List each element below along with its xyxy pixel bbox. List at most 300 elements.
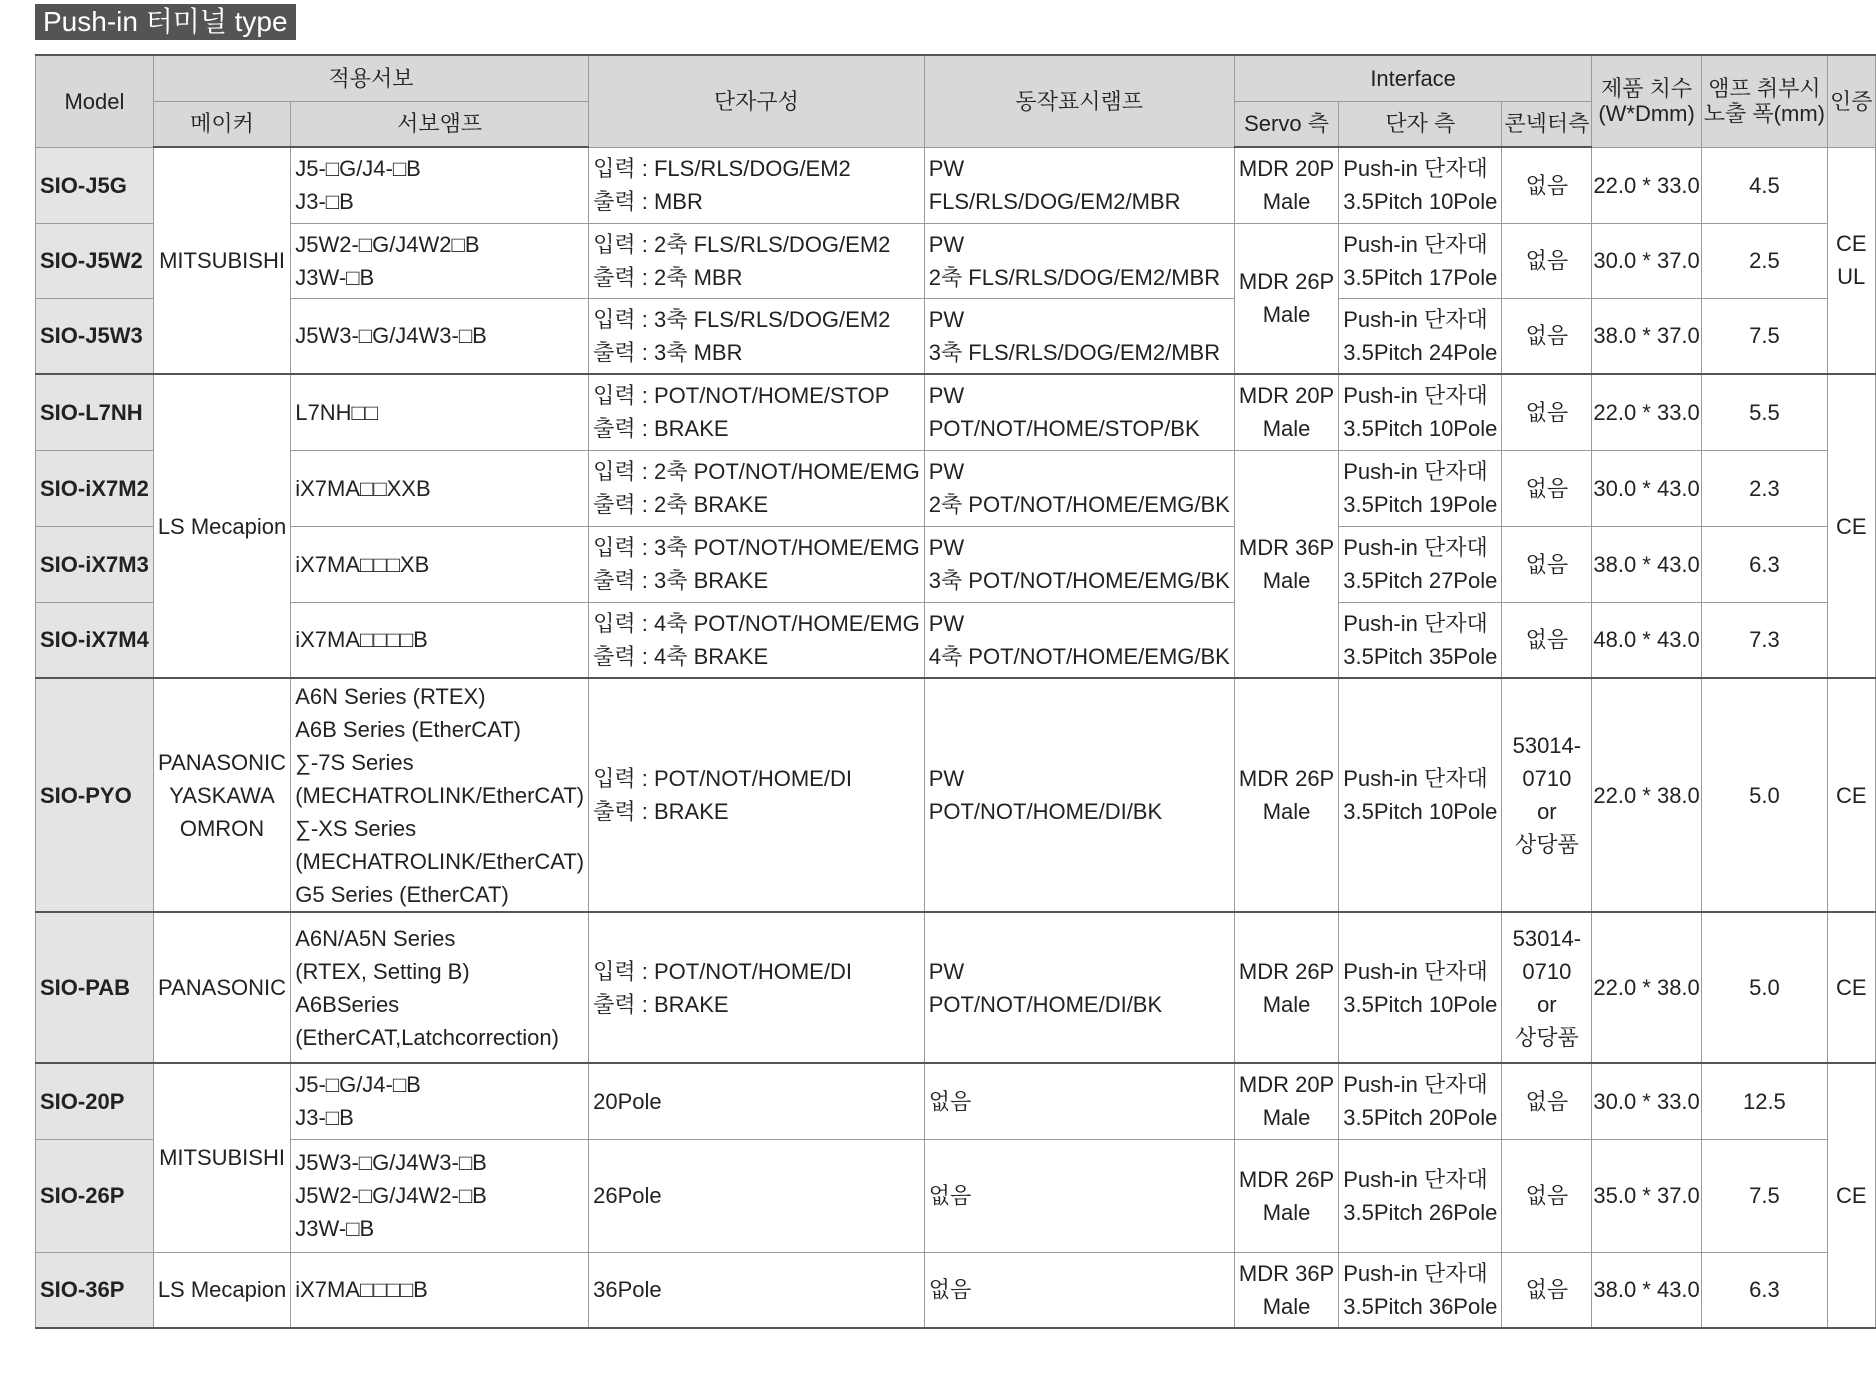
dims-line: 38.0 * 43.0 <box>1593 551 1700 577</box>
cell-width <box>1701 147 1827 223</box>
lamp-line: 2축 POT/NOT/HOME/EMG/BK <box>928 492 1230 517</box>
terminal-side-line: Push-in 단자대 <box>1343 1260 1488 1286</box>
cell-maker <box>153 1063 290 1252</box>
cell-terminal-side <box>1339 602 1502 678</box>
table-row <box>36 602 1876 678</box>
header-terminal: 단자구성 <box>589 55 925 147</box>
cell-servo-side <box>1234 147 1338 223</box>
cell-terminal <box>589 526 925 602</box>
cell-lamp <box>924 526 1234 602</box>
connector-line: 없음 <box>1525 172 1569 198</box>
cell-connector <box>1502 1063 1592 1139</box>
cell-terminal <box>589 298 925 374</box>
model-line: SIO-J5G <box>40 172 127 198</box>
connector-line: 0710 <box>1522 766 1572 791</box>
cell-maker <box>153 912 290 1063</box>
connector-line: 없음 <box>1525 1277 1569 1303</box>
dims-line: 38.0 * 37.0 <box>1593 323 1700 349</box>
amp-line: J5-□G/J4-□B <box>295 156 421 182</box>
cell-servo-side <box>1234 450 1338 678</box>
width-line: 5.5 <box>1749 399 1780 425</box>
terminal-line: 출력 : 2축 MBR <box>593 264 743 290</box>
terminal-line: 출력 : BRAKE <box>593 416 729 442</box>
lamp-line: 2축 FLS/RLS/DOG/EM2/MBR <box>928 264 1221 290</box>
table-row <box>36 1139 1876 1252</box>
terminal-side-line: Push-in 단자대 <box>1343 535 1488 560</box>
cell-servo-side <box>1234 1139 1338 1252</box>
terminal-line: 26Pole <box>593 1183 662 1208</box>
table-row <box>36 1063 1876 1139</box>
servo-side-line: MDR 20P <box>1238 383 1335 409</box>
table-row <box>36 223 1876 298</box>
cell-servo-side <box>1234 374 1338 450</box>
connector-line: 없음 <box>1525 323 1569 349</box>
servo-side-line: MDR 26P <box>1238 1166 1335 1192</box>
terminal-line: 입력 : 2축 FLS/RLS/DOG/EM2 <box>593 231 891 257</box>
width-line: 4.5 <box>1749 172 1780 198</box>
cell-amp <box>291 147 589 223</box>
servo-side-line: MDR 20P <box>1238 1072 1335 1098</box>
header-width <box>1701 55 1827 147</box>
table-row <box>36 526 1876 602</box>
dims-line: 38.0 * 43.0 <box>1593 1277 1700 1303</box>
cell-terminal <box>589 602 925 678</box>
cell-width <box>1701 526 1827 602</box>
terminal-side-line: 3.5Pitch 26Pole <box>1343 1199 1498 1225</box>
cert-line: CE <box>1835 513 1867 539</box>
cell-amp <box>291 678 589 912</box>
maker-line: LS Mecapion <box>157 1277 287 1303</box>
model-line: SIO-26P <box>40 1183 125 1208</box>
connector-line: 없음 <box>1525 1088 1569 1114</box>
cell-maker <box>153 1252 290 1328</box>
cell-model <box>36 298 154 374</box>
header-servo-side: Servo 측 <box>1234 101 1338 147</box>
maker-line: LS Mecapion <box>157 513 287 539</box>
cell-connector <box>1502 374 1592 450</box>
maker-line: OMRON <box>179 815 265 841</box>
servo-side-line: Male <box>1262 799 1311 824</box>
cert-line: CE <box>1835 1183 1867 1208</box>
connector-line: 없음 <box>1525 1183 1569 1208</box>
lamp-line: POT/NOT/HOME/DI/BK <box>928 799 1163 824</box>
maker-line: PANASONIC <box>158 749 286 775</box>
cell-servo-side <box>1234 678 1338 912</box>
cell-terminal-side <box>1339 450 1502 526</box>
header-servo-group: 적용서보 <box>153 55 588 101</box>
cell-amp <box>291 1139 589 1252</box>
lamp-line: 없음 <box>928 1277 972 1303</box>
amp-line: (RTEX, Setting B) <box>295 958 470 984</box>
header-width-line1: 앰프 취부시 <box>1708 76 1821 102</box>
cell-amp <box>291 298 589 374</box>
amp-line: (EtherCAT,Latchcorrection) <box>295 1024 559 1050</box>
terminal-line: 출력 : 3축 BRAKE <box>593 568 769 593</box>
model-line: SIO-iX7M3 <box>40 551 149 577</box>
width-line: 6.3 <box>1749 551 1780 577</box>
width-line: 5.0 <box>1749 975 1780 1000</box>
cell-lamp <box>924 602 1234 678</box>
connector-line: 없음 <box>1525 475 1569 501</box>
table-row <box>36 1252 1876 1328</box>
cell-dims <box>1592 1139 1701 1252</box>
terminal-side-line: Push-in 단자대 <box>1343 459 1488 484</box>
cell-terminal <box>589 147 925 223</box>
cell-model <box>36 526 154 602</box>
terminal-line: 입력 : POT/NOT/HOME/DI <box>593 958 852 984</box>
amp-line: iX7MA□□□XB <box>295 551 430 577</box>
header-maker: 메이커 <box>153 101 290 147</box>
cell-maker <box>153 374 290 678</box>
cell-terminal <box>589 1063 925 1139</box>
cell-connector <box>1502 147 1592 223</box>
cell-servo-side <box>1234 1252 1338 1328</box>
amp-line: (MECHATROLINK/EtherCAT) <box>295 848 585 874</box>
cell-width <box>1701 223 1827 298</box>
dims-line: 30.0 * 37.0 <box>1593 248 1700 273</box>
terminal-line: 입력 : 3축 POT/NOT/HOME/EMG <box>593 535 920 560</box>
lamp-line: PW <box>928 306 965 332</box>
dims-line: 22.0 * 33.0 <box>1593 172 1700 198</box>
cell-terminal <box>589 912 925 1063</box>
cell-model <box>36 678 154 912</box>
model-line: SIO-J5W3 <box>40 323 143 349</box>
lamp-line: PW <box>928 958 965 984</box>
cell-width <box>1701 298 1827 374</box>
lamp-line: 없음 <box>928 1088 972 1114</box>
terminal-side-line: 3.5Pitch 10Pole <box>1343 991 1498 1017</box>
cell-dims <box>1592 1252 1701 1328</box>
servo-side-line: MDR 36P <box>1238 1260 1335 1286</box>
cell-connector <box>1502 526 1592 602</box>
cell-dims <box>1592 374 1701 450</box>
cert-line: CE <box>1835 782 1867 808</box>
cell-dims <box>1592 147 1701 223</box>
cell-lamp <box>924 912 1234 1063</box>
amp-line: L7NH□□ <box>295 399 379 425</box>
header-dims-line1: 제품 치수 <box>1601 76 1693 102</box>
cell-amp <box>291 912 589 1063</box>
connector-line: 없음 <box>1525 399 1569 425</box>
lamp-line: POT/NOT/HOME/STOP/BK <box>928 416 1200 442</box>
terminal-side-line: Push-in 단자대 <box>1343 766 1488 791</box>
terminal-side-line: 3.5Pitch 24Pole <box>1343 339 1498 365</box>
header-interface: Interface <box>1234 55 1591 101</box>
servo-side-line: MDR 26P <box>1238 958 1335 984</box>
cell-model <box>36 602 154 678</box>
amp-line: iX7MA□□□□B <box>295 1277 428 1303</box>
terminal-line: 입력 : POT/NOT/HOME/STOP <box>593 383 890 409</box>
terminal-line: 출력 : 2축 BRAKE <box>593 492 769 517</box>
cell-amp <box>291 602 589 678</box>
header-width-line2: 노출 폭(mm) <box>1703 101 1825 127</box>
table-row <box>36 147 1876 223</box>
connector-line: 상당품 <box>1514 1024 1579 1050</box>
terminal-side-line: Push-in 단자대 <box>1343 231 1488 257</box>
page-title: Push-in 터미널 type <box>35 4 296 40</box>
amp-line: A6N Series (RTEX) <box>295 683 486 709</box>
connector-line: 없음 <box>1525 248 1569 273</box>
width-line: 7.3 <box>1749 627 1780 653</box>
terminal-side-line: 3.5Pitch 17Pole <box>1343 264 1498 290</box>
dims-line: 30.0 * 43.0 <box>1593 475 1700 501</box>
cell-cert <box>1827 374 1875 678</box>
cell-dims <box>1592 298 1701 374</box>
width-line: 2.3 <box>1749 475 1780 501</box>
servo-side-line: MDR 20P <box>1238 156 1335 182</box>
table-row <box>36 678 1876 912</box>
terminal-side-line: Push-in 단자대 <box>1343 1072 1488 1098</box>
cell-terminal <box>589 374 925 450</box>
terminal-line: 36Pole <box>593 1277 662 1303</box>
servo-side-line: Male <box>1262 302 1311 328</box>
terminal-side-line: Push-in 단자대 <box>1343 958 1488 984</box>
amp-line: iX7MA□□XXB <box>295 475 431 501</box>
cell-model <box>36 374 154 450</box>
terminal-line: 출력 : BRAKE <box>593 991 729 1017</box>
width-line: 7.5 <box>1749 323 1780 349</box>
amp-line: A6B Series (EtherCAT) <box>295 716 522 742</box>
cell-lamp <box>924 223 1234 298</box>
cell-maker <box>153 678 290 912</box>
cell-width <box>1701 678 1827 912</box>
cell-amp <box>291 1252 589 1328</box>
connector-line: 없음 <box>1525 627 1569 653</box>
cell-connector <box>1502 912 1592 1063</box>
cell-width <box>1701 602 1827 678</box>
connector-line: 53014- <box>1512 733 1582 758</box>
lamp-line: PW <box>928 231 965 257</box>
terminal-line: 출력 : 4축 BRAKE <box>593 643 769 669</box>
maker-line: MITSUBISHI <box>159 248 285 273</box>
table-row <box>36 374 1876 450</box>
connector-line: or <box>1537 799 1557 824</box>
header-dims <box>1592 55 1701 147</box>
cell-amp <box>291 450 589 526</box>
cell-dims <box>1592 223 1701 298</box>
cell-servo-side <box>1234 223 1338 374</box>
lamp-line: POT/NOT/HOME/DI/BK <box>928 991 1163 1017</box>
cell-lamp <box>924 678 1234 912</box>
servo-side-line: Male <box>1262 1105 1311 1131</box>
cert-line: CE <box>1835 975 1867 1000</box>
amp-line: A6N/A5N Series <box>295 925 456 951</box>
terminal-line: 입력 : 3축 FLS/RLS/DOG/EM2 <box>593 306 891 332</box>
lamp-line: 4축 POT/NOT/HOME/EMG/BK <box>928 643 1230 669</box>
servo-side-line: Male <box>1262 189 1311 215</box>
maker-line: YASKAWA <box>169 782 275 808</box>
cell-lamp <box>924 450 1234 526</box>
cell-model <box>36 1139 154 1252</box>
dims-line: 22.0 * 38.0 <box>1593 782 1700 808</box>
lamp-line: 없음 <box>928 1183 972 1208</box>
cell-model <box>36 1252 154 1328</box>
terminal-side-line: Push-in 단자대 <box>1343 306 1488 332</box>
terminal-side-line: 3.5Pitch 10Pole <box>1343 189 1498 215</box>
cell-model <box>36 1063 154 1139</box>
lamp-line: PW <box>928 383 965 409</box>
cell-terminal-side <box>1339 526 1502 602</box>
amp-line: J3W-□B <box>295 1216 375 1241</box>
cell-amp <box>291 374 589 450</box>
cell-width <box>1701 1252 1827 1328</box>
terminal-line: 출력 : BRAKE <box>593 799 729 824</box>
maker-line: PANASONIC <box>158 975 286 1000</box>
terminal-side-line: 3.5Pitch 10Pole <box>1343 799 1498 824</box>
model-line: SIO-20P <box>40 1088 125 1114</box>
servo-side-line: MDR 36P <box>1238 534 1335 560</box>
header-dims-line2: (W*Dmm) <box>1598 101 1695 127</box>
header-lamp: 동작표시램프 <box>924 55 1234 147</box>
cell-amp <box>291 223 589 298</box>
dims-line: 35.0 * 37.0 <box>1593 1183 1700 1208</box>
model-line: SIO-L7NH <box>40 399 143 425</box>
cell-lamp <box>924 374 1234 450</box>
lamp-line: PW <box>928 156 965 181</box>
terminal-line: 입력 : 2축 POT/NOT/HOME/EMG <box>593 459 920 484</box>
amp-line: (MECHATROLINK/EtherCAT) <box>295 782 585 808</box>
width-line: 12.5 <box>1742 1088 1786 1114</box>
cell-amp <box>291 526 589 602</box>
model-line: SIO-36P <box>40 1277 125 1303</box>
cell-lamp <box>924 298 1234 374</box>
terminal-line: 출력 : MBR <box>593 189 703 214</box>
cell-lamp <box>924 1139 1234 1252</box>
table-row <box>36 298 1876 374</box>
connector-line: 없음 <box>1525 551 1569 577</box>
cell-terminal-side <box>1339 147 1502 223</box>
cell-width <box>1701 1063 1827 1139</box>
cell-cert <box>1827 1063 1875 1328</box>
servo-side-line: Male <box>1262 567 1311 593</box>
cell-dims <box>1592 1063 1701 1139</box>
amp-line: A6BSeries <box>295 991 400 1017</box>
lamp-line: 3축 POT/NOT/HOME/EMG/BK <box>928 568 1230 593</box>
terminal-line: 20Pole <box>593 1088 662 1114</box>
header-connector-side: 콘넥터측 <box>1502 101 1592 147</box>
cell-lamp <box>924 1063 1234 1139</box>
cert-line: CE <box>1835 231 1867 257</box>
amp-line: G5 Series (EtherCAT) <box>295 881 509 907</box>
model-line: SIO-PYO <box>40 782 132 808</box>
width-line: 5.0 <box>1749 782 1780 808</box>
amp-line: J3W-□B <box>295 264 375 290</box>
lamp-line: PW <box>928 766 965 791</box>
dims-line: 22.0 * 33.0 <box>1593 399 1700 425</box>
amp-line: J3-□B <box>295 1105 354 1131</box>
header-terminal-side: 단자 측 <box>1339 101 1502 147</box>
table-row <box>36 450 1876 526</box>
cell-terminal <box>589 223 925 298</box>
terminal-line: 입력 : POT/NOT/HOME/DI <box>593 766 852 791</box>
width-line: 7.5 <box>1749 1183 1780 1208</box>
terminal-side-line: 3.5Pitch 36Pole <box>1343 1293 1498 1319</box>
cell-terminal-side <box>1339 1252 1502 1328</box>
terminal-side-line: Push-in 단자대 <box>1343 610 1488 636</box>
terminal-side-line: 3.5Pitch 35Pole <box>1343 643 1498 669</box>
cell-terminal <box>589 1139 925 1252</box>
terminal-side-line: 3.5Pitch 27Pole <box>1343 568 1498 593</box>
cell-terminal-side <box>1339 912 1502 1063</box>
cell-connector <box>1502 450 1592 526</box>
width-line: 6.3 <box>1749 1277 1780 1303</box>
cell-connector <box>1502 678 1592 912</box>
terminal-line: 입력 : 4축 POT/NOT/HOME/EMG <box>593 610 920 636</box>
cell-dims <box>1592 678 1701 912</box>
servo-side-line: Male <box>1262 1293 1311 1319</box>
amp-line: J3-□B <box>295 189 354 215</box>
cell-width <box>1701 450 1827 526</box>
table-row <box>36 912 1876 1063</box>
cell-lamp <box>924 1252 1234 1328</box>
lamp-line: PW <box>928 535 965 560</box>
cell-model <box>36 450 154 526</box>
dims-line: 22.0 * 38.0 <box>1593 975 1700 1000</box>
connector-line: 0710 <box>1522 958 1572 984</box>
cell-model <box>36 223 154 298</box>
cell-terminal-side <box>1339 1063 1502 1139</box>
cell-lamp <box>924 147 1234 223</box>
connector-line: or <box>1537 991 1557 1017</box>
terminal-side-line: Push-in 단자대 <box>1343 1166 1488 1192</box>
header-amp: 서보앰프 <box>291 101 589 147</box>
cell-maker <box>153 147 290 374</box>
cell-terminal <box>589 450 925 526</box>
spec-table-body <box>36 147 1876 1328</box>
cell-cert <box>1827 912 1875 1063</box>
terminal-side-line: 3.5Pitch 19Pole <box>1343 492 1498 517</box>
amp-line: J5W2-□G/J4W2□B <box>295 231 480 257</box>
lamp-line: FLS/RLS/DOG/EM2/MBR <box>928 189 1181 214</box>
terminal-side-line: 3.5Pitch 10Pole <box>1343 416 1498 442</box>
terminal-side-line: Push-in 단자대 <box>1343 156 1488 182</box>
width-line: 2.5 <box>1749 248 1780 273</box>
terminal-side-line: Push-in 단자대 <box>1343 383 1488 409</box>
model-line: SIO-iX7M2 <box>40 475 149 501</box>
amp-line: ∑-7S Series <box>295 749 414 775</box>
cell-terminal <box>589 678 925 912</box>
cell-model <box>36 147 154 223</box>
cell-terminal-side <box>1339 1139 1502 1252</box>
cell-width <box>1701 912 1827 1063</box>
cell-terminal-side <box>1339 374 1502 450</box>
header-cert: 인증 <box>1827 55 1875 147</box>
lamp-line: PW <box>928 610 965 636</box>
amp-line: J5W3-□G/J4W3-□B <box>295 1150 487 1175</box>
cell-connector <box>1502 223 1592 298</box>
model-line: SIO-PAB <box>40 975 131 1000</box>
model-line: SIO-J5W2 <box>40 248 143 273</box>
servo-side-line: Male <box>1262 991 1311 1017</box>
cell-terminal-side <box>1339 223 1502 298</box>
cell-terminal-side <box>1339 298 1502 374</box>
amp-line: ∑-XS Series <box>295 815 417 841</box>
terminal-side-line: 3.5Pitch 20Pole <box>1343 1105 1498 1131</box>
cell-servo-side <box>1234 912 1338 1063</box>
cell-cert <box>1827 147 1875 374</box>
connector-line: 상당품 <box>1514 832 1579 857</box>
cell-cert <box>1827 678 1875 912</box>
cell-width <box>1701 1139 1827 1252</box>
amp-line: J5W3-□G/J4W3-□B <box>295 323 487 349</box>
cell-servo-side <box>1234 1063 1338 1139</box>
cert-line: UL <box>1837 264 1866 290</box>
cell-terminal-side <box>1339 678 1502 912</box>
lamp-line: PW <box>928 459 965 484</box>
cell-connector <box>1502 1139 1592 1252</box>
amp-line: J5-□G/J4-□B <box>295 1072 421 1098</box>
amp-line: J5W2-□G/J4W2-□B <box>295 1183 487 1208</box>
